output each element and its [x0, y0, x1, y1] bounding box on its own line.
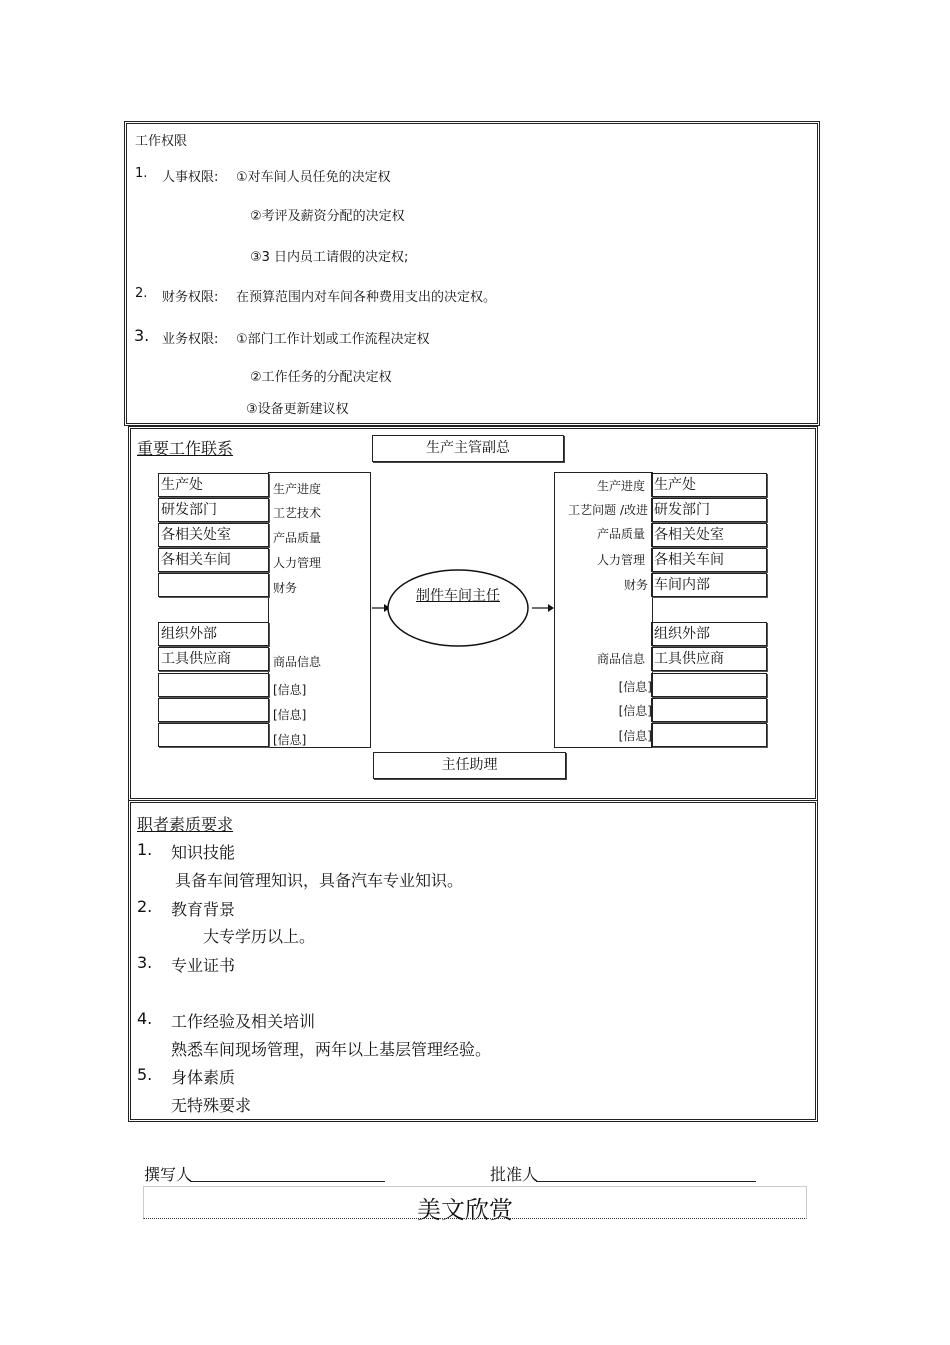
- left-internal-cell: [158, 573, 269, 597]
- right-external-cell: [651, 723, 767, 747]
- bottom-box-label: 主任助理: [441, 757, 498, 773]
- right-internal-cell: 研发部门: [651, 498, 767, 522]
- left-external-info: [信息]: [273, 708, 307, 722]
- authority-line-1-1: ①对车间人员任免的决定权: [236, 170, 391, 185]
- qual-detail-1: 具备车间管理知识，具备汽车专业知识。: [175, 871, 464, 890]
- top-box: [372, 435, 564, 462]
- qual-num-2: 2.: [137, 897, 153, 916]
- left-internal-info: 产品质量: [273, 531, 322, 545]
- right-arrow-head: [548, 604, 554, 612]
- qual-detail-4: 熟悉车间现场管理，两年以上基层管理经验。: [171, 1040, 492, 1059]
- left-external-cell: 组织外部: [158, 622, 269, 646]
- right-internal-cell: 各相关处室: [651, 523, 767, 547]
- approver-signature-line: [536, 1181, 756, 1182]
- qual-num-3: 3.: [137, 953, 153, 972]
- qual-detail-5: 无特殊要求: [171, 1096, 252, 1115]
- right-external-cell: [651, 698, 767, 722]
- authority-num-2: 2.: [135, 286, 148, 301]
- authority-line-3-1: ①部门工作计划或工作流程决定权: [236, 332, 430, 347]
- left-internal-info: 人力管理: [273, 556, 322, 570]
- left-external-cell: [158, 698, 269, 722]
- authority-num-3: 3.: [134, 326, 150, 345]
- left-external-cell: 工具供应商: [158, 647, 269, 671]
- left-internal-info: 工艺技术: [273, 506, 322, 520]
- right-external-cell: 工具供应商: [651, 647, 767, 671]
- right-internal-cell: 生产处: [651, 473, 767, 497]
- writer-label: 撰写人: [144, 1165, 193, 1184]
- qual-detail-2: 大专学历以上。: [203, 927, 316, 946]
- left-external-cell: [158, 723, 269, 747]
- right-external-info: [信息]: [618, 704, 652, 718]
- qual-label-4: 工作经验及相关培训: [171, 1012, 316, 1031]
- right-external-info: 商品信息: [596, 652, 645, 666]
- bottom-box: [373, 752, 566, 779]
- authority-line-1-2: ②考评及薪资分配的决定权: [250, 209, 405, 224]
- left-external-info: [信息]: [273, 733, 307, 747]
- qual-num-5: 5.: [137, 1065, 153, 1084]
- left-internal-cell: 研发部门: [158, 498, 269, 522]
- qual-label-1: 知识技能: [171, 843, 236, 862]
- left-external-cell: [158, 673, 269, 697]
- left-internal-info: 生产进度: [273, 482, 322, 496]
- authority-line-1-3: ③3 日内员工请假的决定权;: [250, 250, 409, 265]
- right-internal-info: 工艺问题 /改进: [568, 503, 648, 517]
- qual-num-4: 4.: [137, 1009, 153, 1028]
- authority-label-2: 财务权限:: [162, 290, 219, 305]
- top-box-label: 生产主管副总: [426, 440, 510, 456]
- right-internal-info: 人力管理: [596, 553, 645, 567]
- qual-label-3: 专业证书: [171, 956, 236, 975]
- relations-title: 重要工作联系: [137, 439, 234, 458]
- authority-label-1: 人事权限:: [162, 170, 219, 185]
- left-internal-cell: 各相关处室: [158, 523, 269, 547]
- right-internal-cell: 车间内部: [651, 573, 767, 597]
- qual-label-2: 教育背景: [171, 900, 236, 919]
- right-external-cell: 组织外部: [651, 622, 767, 646]
- qual-label-5: 身体素质: [171, 1068, 236, 1087]
- authority-line-2-1: 在预算范围内对车间各种费用支出的决定权。: [236, 290, 497, 305]
- qual-num-1: 1.: [137, 840, 153, 859]
- right-internal-cell: 各相关车间: [651, 548, 767, 572]
- left-internal-cell: 生产处: [158, 473, 269, 497]
- right-external-cell: [651, 673, 767, 697]
- left-internal-cell: 各相关车间: [158, 548, 269, 572]
- left-external-info: [信息]: [273, 683, 307, 697]
- writer-signature-line: [190, 1181, 385, 1182]
- left-external-info: 商品信息: [273, 655, 322, 669]
- authority-line-3-3: ③设备更新建议权: [246, 402, 349, 417]
- right-internal-info: 产品质量: [596, 527, 645, 541]
- authority-line-3-2: ②工作任务的分配决定权: [250, 370, 392, 385]
- authority-label-3: 业务权限:: [162, 332, 219, 347]
- right-external-info: [信息]: [618, 680, 652, 694]
- center-label: 制件车间主任: [416, 588, 500, 604]
- authority-title: 工作权限: [135, 134, 188, 149]
- approver-label: 批准人: [490, 1165, 539, 1184]
- qualifications-title: 职者素质要求: [137, 815, 234, 834]
- right-internal-info: 生产进度: [596, 479, 645, 493]
- right-external-info: [信息]: [618, 729, 652, 743]
- authority-num-1: 1.: [135, 166, 148, 181]
- left-internal-info: 财务: [273, 581, 298, 595]
- right-internal-info: 财务: [623, 578, 648, 592]
- banner-text: 美文欣赏: [417, 1196, 513, 1224]
- authority-section: [124, 121, 820, 426]
